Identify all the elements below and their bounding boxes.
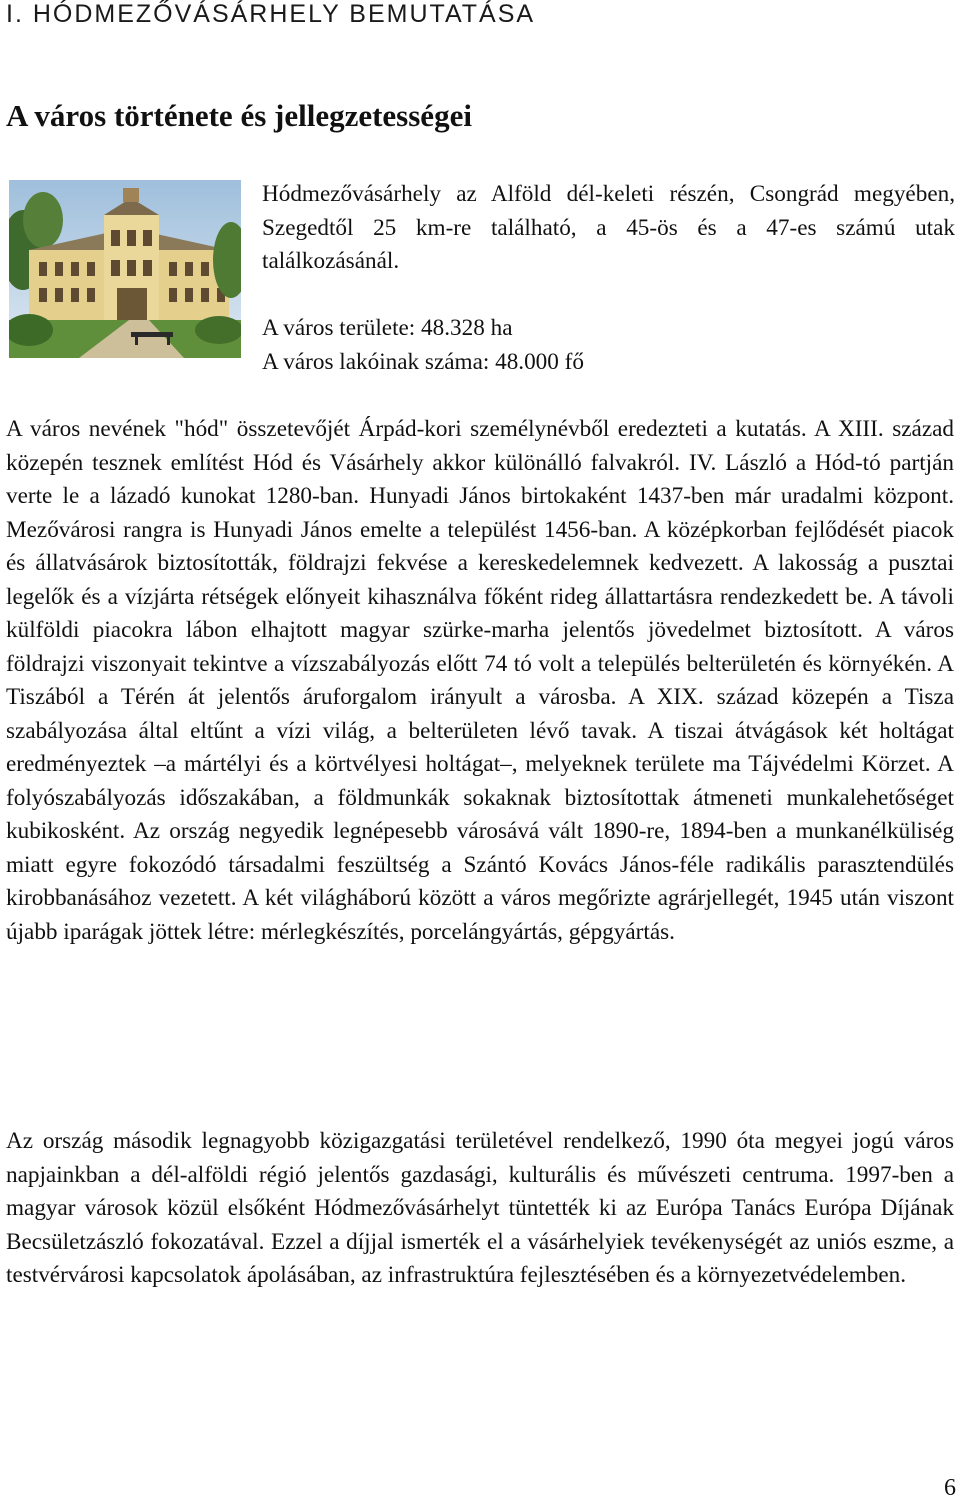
- area-stat: A város területe: 48.328 ha: [262, 315, 513, 341]
- intro-paragraph: Hódmezővásárhely az Alföld dél-keleti részén, Csongrád megyében, Szegedtől 25 km-re található, a 45-ös és a 47-es számú utak találkozásánál.: [262, 181, 955, 274]
- population-stat: A város lakóinak száma: 48.000 fő: [262, 348, 584, 375]
- city-hall-photo: [9, 180, 241, 358]
- chapter-heading: I. HÓDMEZŐVÁSÁRHELY BEMUTATÁSA: [6, 0, 536, 28]
- history-paragraph: A város nevének "hód" összetevőjét Árpád-kori személynévből eredezteti a kutatás. A XIII. század közepén tesznek említést Hód és Vásárhely akkor különálló falvakról. IV. László a Hód-tó partján verte le a lázadó kunokat 1280-ban. Hunyadi János birtokaként 1437-ben már uradalmi központ. Mezővárosi rangra is Hunyadi János emelte a települést 1456-ban. A középkorban fejlődését piacok és állatvásárok biztosították, földrajzi fekvése a kereskedelemnek kedvezett. A lakosság a pusztai legelők és a vízjárta rétségek előnyeit kihasználva főként rideg állattartásra rendezkedett be. A távoli külföldi piacokra lábon elhajtott magyar szürke-marha jelentős jövedelmet biztosított. A város földrajzi viszonyait tekintve a vízszabályozás előtt 74 tó volt a település belterületén és környékén. A Tiszából a Térén át jelentős áruforgalom irányult a városba. A XIX. század közepén a Tisza szabályozása által eltűnt a vízi világ, a belterületen lévő tavak. A tiszai átvágások két holtágat eredményeztek –a mártélyi és a körtvélyesi holtágat–, melyeknek területe ma Tájvédelmi Körzet. A folyószabályozás időszakában, a földmunkák sokaknak biztosítottak átmeneti munkalehetőséget kubikosként. Az ország negyedik legnépesebb városává vált 1890-re, 1894-ben a munkanélküliség miatt egyre fokozódó társadalmi feszültség a Szántó Kovács János-féle radikális parasztendülés kirobbanásához vezetett. A két világháború között a város megőrizte agrárjellegét, 1945 után viszont újabb iparágak jöttek létre: mérlegkészítés, porcelángyártás, gépgyártás.: [6, 416, 954, 945]
- city-stats: [262, 312, 955, 379]
- present-day-paragraph: Az ország második legnagyobb közigazgatási területével rendelkező, 1990 óta megyei jogú város napjainkban a dél-alföldi régió jelentős gazdasági, kulturális és művészeti centruma. 1997-ben a magyar városok közül elsőként Hódmezővásárhelyt tüntették ki az Európa Tanács Európa Díjának Becsületzászló fokozatával. Ezzel a díjjal ismerték el a vásárhelyiek tevékenységét az uniós eszme, a testvérvárosi kapcsolatok ápolásában, az infrastruktúra fejlesztésében és a környezetvédelemben.: [6, 1128, 954, 1288]
- page-number: 6: [944, 1475, 956, 1501]
- section-title: A város története és jellegzetességei: [6, 98, 472, 133]
